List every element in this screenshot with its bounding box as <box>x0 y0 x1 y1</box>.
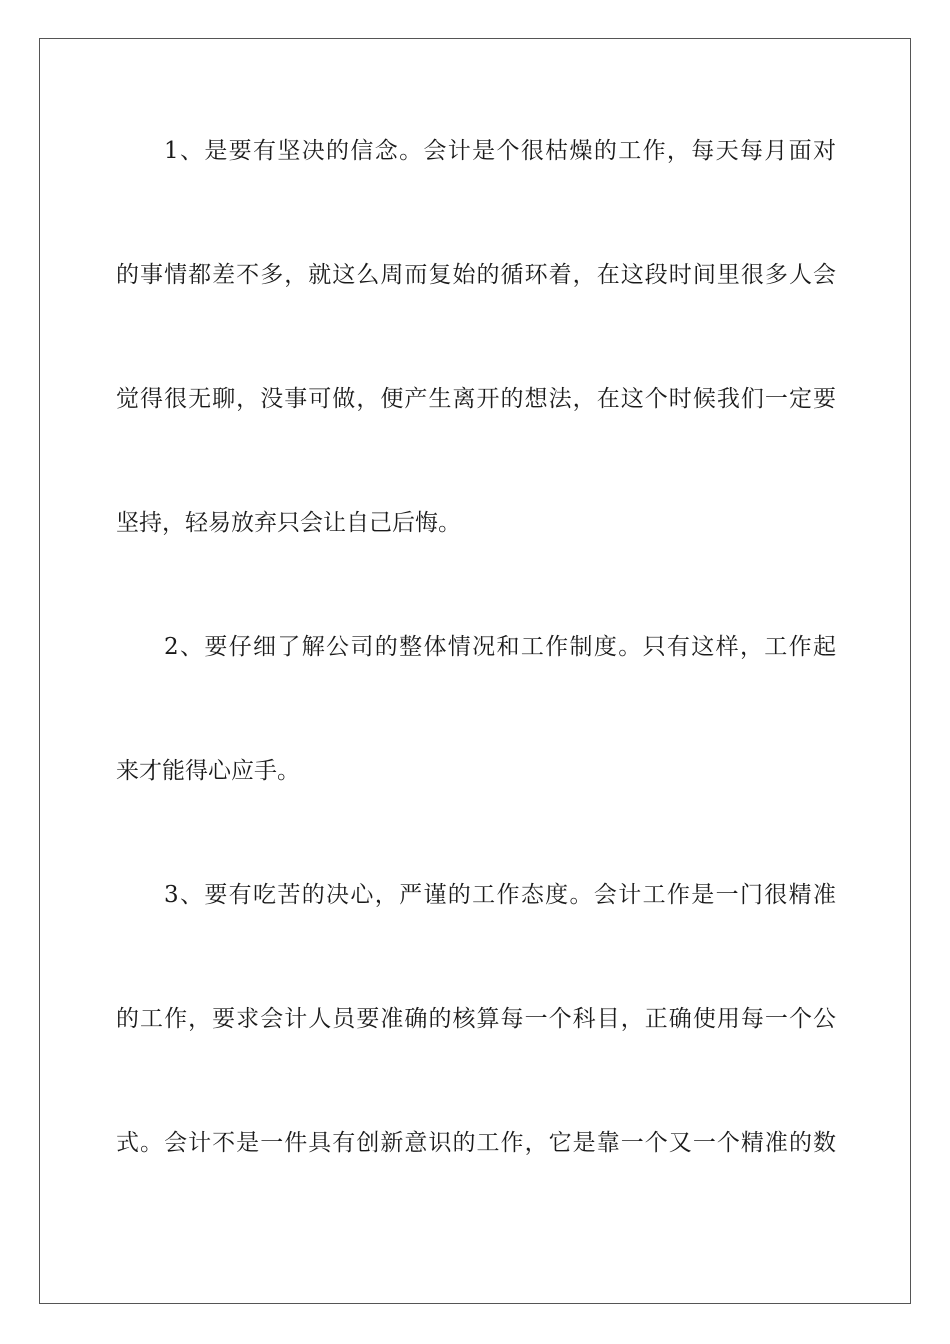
paragraph-1-line-2: 的事情都差不多，就这么周而复始的循环着，在这段时间里很多人会 <box>116 262 836 288</box>
paragraph-2-line-1: 2、要仔细了解公司的整体情况和工作制度。只有这样，工作起 <box>164 634 836 660</box>
paragraph-3-line-2: 的工作，要求会计人员要准确的核算每一个科目，正确使用每一个公 <box>116 1006 836 1032</box>
paragraph-3-line-3: 式。会计不是一件具有创新意识的工作，它是靠一个又一个精准的数 <box>116 1130 836 1156</box>
page-border <box>39 38 911 1304</box>
paragraph-3-line-1: 3、要有吃苦的决心，严谨的工作态度。会计工作是一门很精准 <box>164 882 836 908</box>
paragraph-1-line-1: 1、是要有坚决的信念。会计是个很枯燥的工作，每天每月面对 <box>164 138 836 164</box>
paragraph-2-line-2: 来才能得心应手。 <box>116 758 300 784</box>
paragraph-1-line-4: 坚持，轻易放弃只会让自己后悔。 <box>116 510 461 536</box>
paragraph-1-line-3: 觉得很无聊，没事可做，便产生离开的想法，在这个时候我们一定要 <box>116 386 836 412</box>
